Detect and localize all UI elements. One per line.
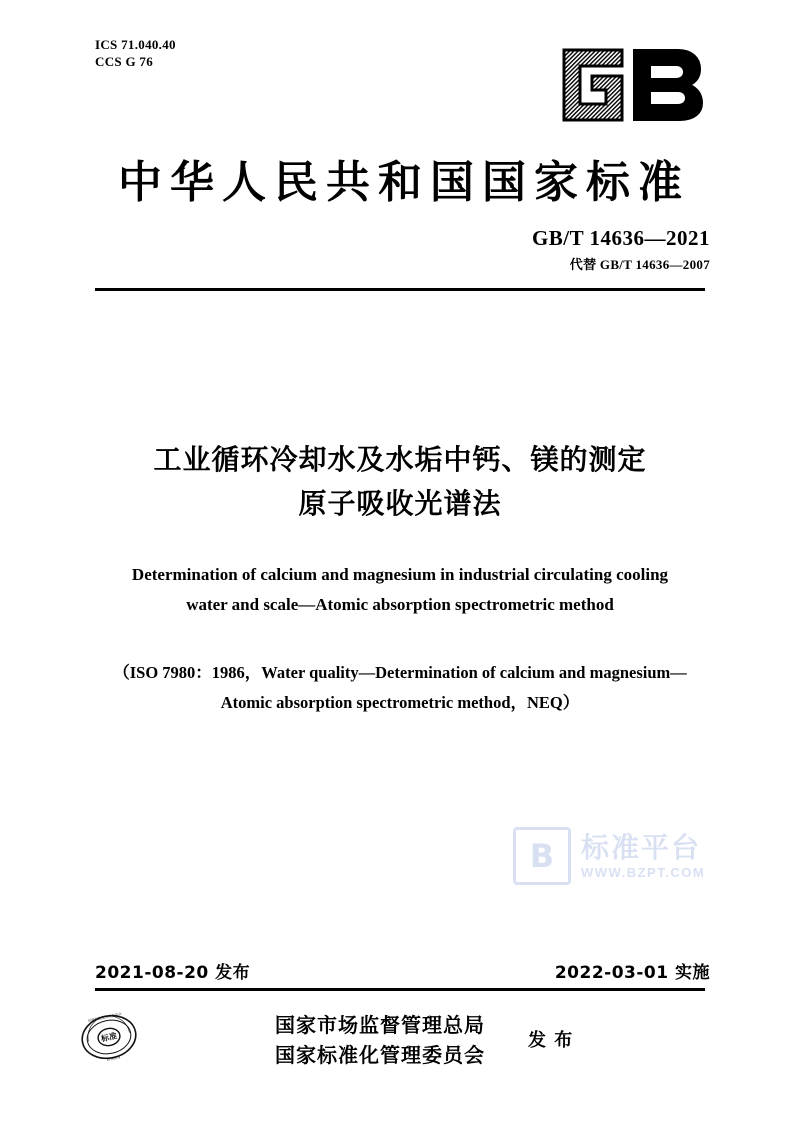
official-seal-icon [78, 1006, 140, 1068]
watermark-text [581, 830, 706, 880]
page-title: 中华人民共和国国家标准 [118, 157, 690, 208]
divider-top [95, 288, 705, 291]
publish-date: 2021-08-20 发布 [95, 963, 251, 983]
document-title-line2: 原子吸收光谱法 [298, 487, 502, 520]
effective-date: 2022-03-01 实施 [554, 963, 710, 983]
document-title [0, 438, 800, 526]
ics-block [95, 36, 176, 70]
issue-word: 发 布 [528, 1030, 574, 1051]
issuer [200, 1010, 560, 1070]
standard-replaces: 代替 GB/T 14636—2007 [569, 257, 710, 272]
document-title-english-line2: water and scale—Atomic absorption spectrometric method [186, 595, 614, 614]
ics-code: ICS 71.040.40 [95, 37, 176, 52]
ccs-code: CCS G 76 [95, 54, 154, 69]
svg-text:防伪查询: 防伪查询 [106, 1055, 121, 1062]
document-title-english-line1: Determination of calcium and magnesium in industrial circulating cooling [131, 565, 669, 584]
document-title-line1: 工业循环冷却水及水垢中钙、镁的测定 [153, 443, 647, 476]
svg-text:标准: 标准 [100, 1031, 118, 1044]
watermark [513, 820, 753, 892]
watermark-name: 标准平台 [581, 830, 702, 864]
iso-reference-line1: （ISO 7980：1986，Water quality—Determination of calcium and magnesium— [113, 663, 687, 682]
issuer-line2: 国家标准化管理委员会 [275, 1043, 485, 1067]
iso-reference [95, 658, 705, 718]
issuer-line1: 国家市场监督管理总局 [275, 1013, 485, 1037]
watermark-logo-icon: B [513, 827, 571, 885]
svg-text:国家标准化管理委员会: 国家标准化管理委员会 [87, 1011, 122, 1023]
document-title-english [100, 560, 700, 620]
iso-reference-line2: Atomic absorption spectrometric method，NEQ） [220, 693, 580, 712]
gb-logo-icon [550, 40, 710, 130]
standard-number: GB/T 14636—2021 [531, 226, 710, 250]
watermark-url: WWW.BZPT.COM [581, 864, 706, 880]
divider-bottom [95, 988, 705, 991]
